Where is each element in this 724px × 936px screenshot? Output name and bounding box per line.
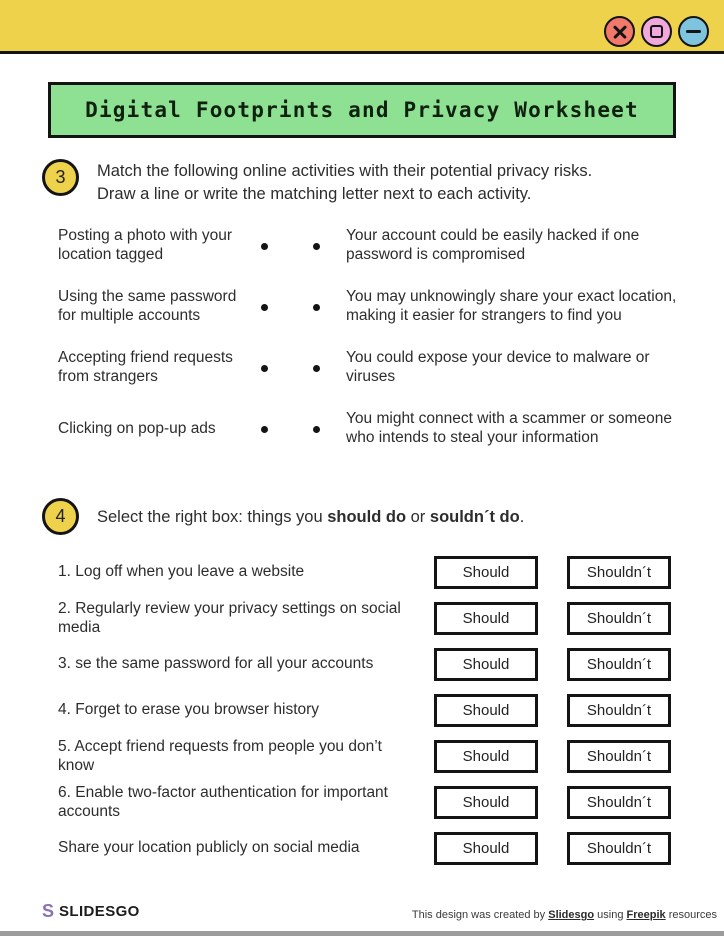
section-4-instruction-text: or [406, 508, 430, 526]
section-4-instruction-text: Select the right box: things you [97, 508, 328, 526]
should-box[interactable] [434, 694, 538, 727]
should-item-label: 6. Enable two-factor authentication for important accounts [58, 783, 388, 820]
should-item-label: 5. Accept friend requests from people you don’t know [58, 737, 382, 774]
match-risk-label: Your account could be easily hacked if one password is compromised [346, 227, 640, 263]
maximize-icon [650, 25, 663, 38]
attribution-part: using [594, 909, 627, 921]
match-left-dot[interactable] [261, 243, 268, 250]
shouldnt-box[interactable] [567, 556, 671, 589]
shouldnt-box-label: Shouldn´t [586, 564, 652, 581]
worksheet-title-banner [48, 82, 676, 138]
shouldnt-box-label: Shouldn´t [586, 840, 652, 857]
slidesgo-s-icon: S [42, 901, 55, 921]
slidesgo-logo-text: SLIDESGO [59, 902, 140, 920]
match-right-dot[interactable] [313, 426, 320, 433]
should-shouldnt-exercise [58, 556, 671, 878]
shouldnt-box-label: Shouldn´t [586, 794, 652, 811]
slidesgo-link[interactable]: Slidesgo [548, 909, 595, 921]
should-box[interactable] [434, 648, 538, 681]
matching-exercise [58, 226, 690, 470]
close-icon [611, 23, 628, 40]
should-box[interactable] [434, 740, 538, 773]
section-3-instruction-line-2: Draw a line or write the matching letter next to each activity. [97, 185, 532, 204]
shouldnt-box[interactable] [567, 740, 671, 773]
match-activity-label: Using the same password for multiple accounts [58, 288, 237, 324]
shouldnt-box[interactable] [567, 832, 671, 865]
shouldnt-box[interactable] [567, 648, 671, 681]
match-right-dot[interactable] [313, 243, 320, 250]
should-row [58, 599, 671, 636]
shouldnt-box-label: Shouldn´t [586, 610, 652, 627]
should-row [58, 783, 671, 820]
shouldnt-box[interactable] [567, 694, 671, 727]
should-box-label: Should [462, 702, 510, 719]
attribution-text [412, 909, 717, 921]
attribution-part: This design was created by [411, 909, 549, 921]
should-item-label: Share your location publicly on social media [58, 839, 360, 857]
shouldnt-box[interactable] [567, 602, 671, 635]
window-controls [604, 16, 709, 47]
shouldnt-box-label: Shouldn´t [586, 656, 652, 673]
section-3-number-badge [42, 159, 79, 196]
section-3-number: 3 [55, 167, 66, 187]
section-4-instruction-text: . [519, 508, 525, 526]
page-title: Digital Footprints and Privacy Worksheet [85, 98, 639, 122]
should-row [58, 648, 671, 681]
match-row [58, 226, 690, 266]
shouldnt-box[interactable] [567, 786, 671, 819]
should-row [58, 832, 671, 865]
close-button[interactable] [604, 16, 635, 47]
should-item-label: 2. Regularly review your privacy settings on social media [58, 599, 401, 636]
match-row [58, 348, 690, 388]
should-item-label: 4. Forget to erase you browser history [58, 701, 320, 719]
section-4-instruction-bold: should do [327, 508, 407, 526]
match-risk-label: You could expose your device to malware or viruses [346, 349, 650, 385]
should-box[interactable] [434, 832, 538, 865]
should-box[interactable] [434, 786, 538, 819]
match-right-dot[interactable] [313, 304, 320, 311]
maximize-button[interactable] [641, 16, 672, 47]
should-row [58, 737, 671, 774]
section-4-instruction-bold: souldn´t do [429, 508, 520, 526]
should-box-label: Should [462, 656, 510, 673]
section-3-instruction [97, 160, 592, 207]
match-activity-label: Posting a photo with your location tagged [58, 227, 233, 263]
section-3-instruction-line-1: Match the following online activities with their potential privacy risks. [97, 162, 593, 180]
minimize-button[interactable] [678, 16, 709, 47]
minimize-icon [686, 30, 701, 33]
should-box-label: Should [462, 610, 510, 627]
match-left-dot[interactable] [261, 426, 268, 433]
should-box-label: Should [462, 748, 510, 765]
shouldnt-box-label: Shouldn´t [586, 702, 652, 719]
match-row [58, 287, 690, 327]
should-item-label: 3. se the same password for all your accounts [58, 655, 374, 673]
section-4-number: 4 [55, 506, 66, 526]
page-bottom-edge [0, 931, 724, 936]
should-row [58, 694, 671, 727]
match-activity-label: Accepting friend requests from strangers [58, 349, 233, 385]
match-activity-label: Clicking on pop-up ads [58, 419, 216, 437]
section-4-number-badge [42, 498, 79, 535]
match-left-dot[interactable] [261, 304, 268, 311]
match-risk-label: You may unknowingly share your exact location, making it easier for strangers to find you [346, 288, 677, 324]
window-title-bar [0, 0, 724, 54]
slidesgo-logo[interactable] [42, 902, 140, 920]
attribution-part: resources [665, 909, 717, 921]
shouldnt-box-label: Shouldn´t [586, 748, 652, 765]
match-row [58, 409, 690, 449]
should-box-label: Should [462, 840, 510, 857]
match-risk-label: You might connect with a scammer or someone who intends to steal your information [346, 410, 672, 446]
should-box-label: Should [462, 794, 510, 811]
should-row [58, 556, 671, 589]
match-left-dot[interactable] [261, 365, 268, 372]
should-box[interactable] [434, 556, 538, 589]
should-box-label: Should [462, 564, 510, 581]
should-item-label: 1. Log off when you leave a website [58, 563, 305, 581]
section-4-instruction [97, 506, 524, 529]
freepik-link[interactable]: Freepik [626, 909, 666, 921]
should-box[interactable] [434, 602, 538, 635]
match-right-dot[interactable] [313, 365, 320, 372]
